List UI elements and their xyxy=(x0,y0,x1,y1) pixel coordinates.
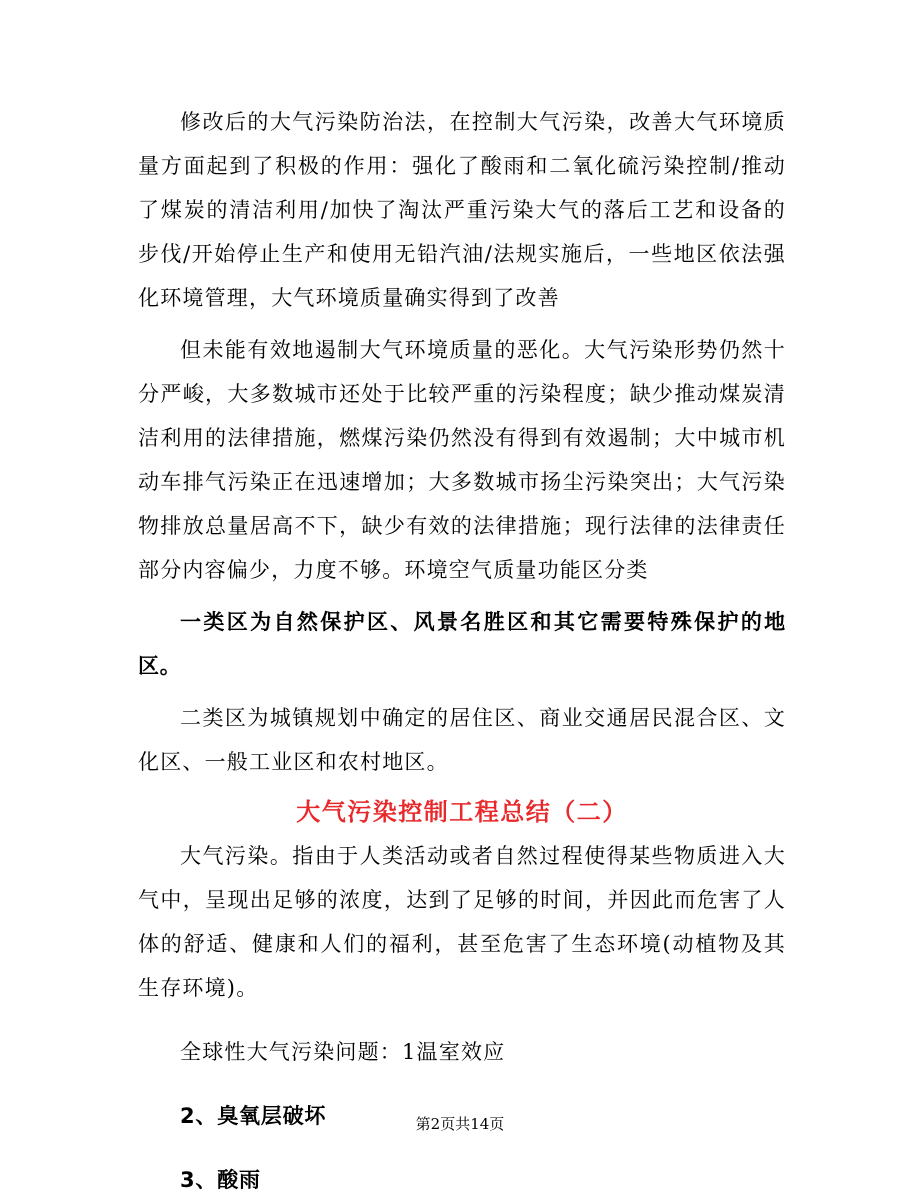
paragraph-class-one-zone: 一类区为自然保护区、风景名胜区和其它需要特殊保护的地区。 xyxy=(138,610,786,678)
document-body xyxy=(138,100,786,1202)
paragraph-deterioration: 但未能有效地遏制大气环境质量的恶化。大气污染形势仍然十分严峻，大多数城市还处于比较严重的污染程度；缺少推动煤炭清洁利用的法律措施，燃煤污染仍然没有得到有效遏制；大中城市机动车排气污染正在迅速增加；大多数城市扬尘污染突出；大气污染物排放总量居高不下，缺少有效的法律措施；现行法律的法律责任部分内容偏少，力度不够。环境空气质量功能区分类 xyxy=(138,338,786,582)
paragraph-revised-law: 修改后的大气污染防治法，在控制大气污染，改善大气环境质量方面起到了积极的作用：强化了酸雨和二氧化硫污染控制/推动了煤炭的清洁利用/加快了淘汰严重污染大气的落后工艺和设备的步伐/开始停止生产和使用无铅汽油/法规实施后，一些地区依法强化环境管理，大气环境质量确实得到了改善 xyxy=(138,110,786,310)
paragraph-ozone-layer: 2、臭氧层破坏 xyxy=(180,1104,327,1128)
paragraph-acid-rain: 3、酸雨 xyxy=(180,1168,261,1192)
section-heading: 大气污染控制工程总结（二） xyxy=(296,798,628,826)
paragraph-global-issues: 全球性大气污染问题：1温室效应 xyxy=(180,1040,506,1064)
page-number-footer: 第2页共14页 xyxy=(415,1115,505,1133)
paragraph-pollution-definition: 大气污染。指由于人类活动或者自然过程使得某些物质进入大气中，呈现出足够的浓度，达到了足够的时间，并因此而危害了人体的舒适、健康和人们的福利，甚至危害了生态环境(动植物及其生存环境)。 xyxy=(138,844,786,1000)
paragraph-class-two-zone: 二类区为城镇规划中确定的居住区、商业交通居民混合区、文化区、一般工业区和农村地区。 xyxy=(138,706,786,774)
